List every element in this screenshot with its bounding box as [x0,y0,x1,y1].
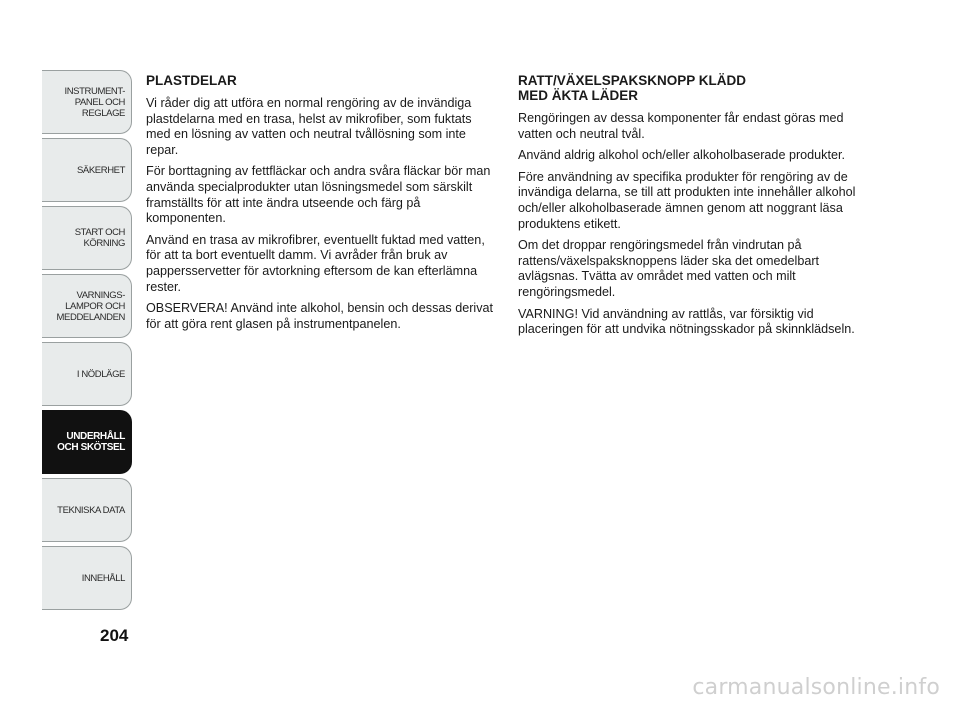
page-number: 204 [100,626,129,645]
section-heading: RATT/VÄXELSPAKSKNOPP KLÄDD MED ÄKTA LÄDER [518,73,747,103]
tab-label: INSTRUMENT- PANEL OCH REGLAGE [64,85,125,119]
tab-instrumentpanel[interactable] [42,70,132,134]
paragraph: Om det droppar rengöringsmedel från vindrutan på rattens/växelspaksknoppens läder ska det omedelbart avlägsnas. Tvätta av området med vatten och milt rengöringsmedel. [518,238,820,299]
tab-underhall-och-skotsel[interactable] [42,410,132,474]
tab-label: TEKNISKA DATA [57,504,125,516]
paragraph: Vi råder dig att utföra en normal rengöring av de invändiga plastdelarna med en trasa, helst av mikrofiber, som fuktats med en lösning av vatten och neutral tvållösning som inte repar. [146,96,472,157]
tab-innehall[interactable] [42,546,132,610]
tab-label: START OCH KÖRNING [74,227,125,249]
paragraph: Använd aldrig alkohol och/eller alkoholbaserade produkter. [518,148,845,163]
paragraph-warning: OBSERVERA! Använd inte alkohol, bensin och dessas derivat för att göra rent glasen på instrumentpanelen. [146,301,493,331]
watermark: carmanualsonline.info [692,675,940,700]
tab-i-nodlage[interactable] [42,342,132,406]
tab-label: VARNINGS- LAMPOR OCH MEDDELANDEN [56,289,125,323]
tab-tekniska-data[interactable] [42,478,132,542]
section-heading: PLASTDELAR [146,73,237,88]
section-ratt-lader [518,73,868,344]
tab-label: SÄKERHET [76,164,125,176]
tab-sakerhet[interactable] [42,138,132,202]
tab-label: INNEHÅLL [81,572,125,584]
paragraph-warning: VARNING! Vid användning av rattlås, var försiktig vid placeringen för att undvika nötningsskador på skinnklädseln. [518,306,855,337]
tab-label: UNDERHÅLL OCH SKÖTSEL [57,431,125,453]
paragraph: För borttagning av fettfläckar och andra svåra fläckar bör man använda specialprodukter utan lösningsmedel som särskilt framställts för att inte ändra utseende och färg på komponenten. [146,164,491,226]
paragraph: Före användning av specifika produkter för rengöring av de invändiga delarna, se till att produkten inte innehåller alkohol och/eller alkoholbaserade ämnen genom att noggrant läsa produktens etikett. [518,169,856,231]
tab-start-och-korning[interactable] [42,206,132,270]
paragraph: Använd en trasa av mikrofibrer, eventuellt fuktad med vatten, för att ta bort eventuellt damm. Vi avråder från bruk av pappersservetter för avtorkning eftersom de kan efterlämna rester. [146,232,485,294]
tab-varningslampor[interactable] [42,274,132,338]
section-plastdelar [146,73,496,338]
tab-label: I NÖDLÄGE [76,368,125,380]
paragraph: Rengöringen av dessa komponenter får endast göras med vatten och neutral tvål. [518,111,844,141]
